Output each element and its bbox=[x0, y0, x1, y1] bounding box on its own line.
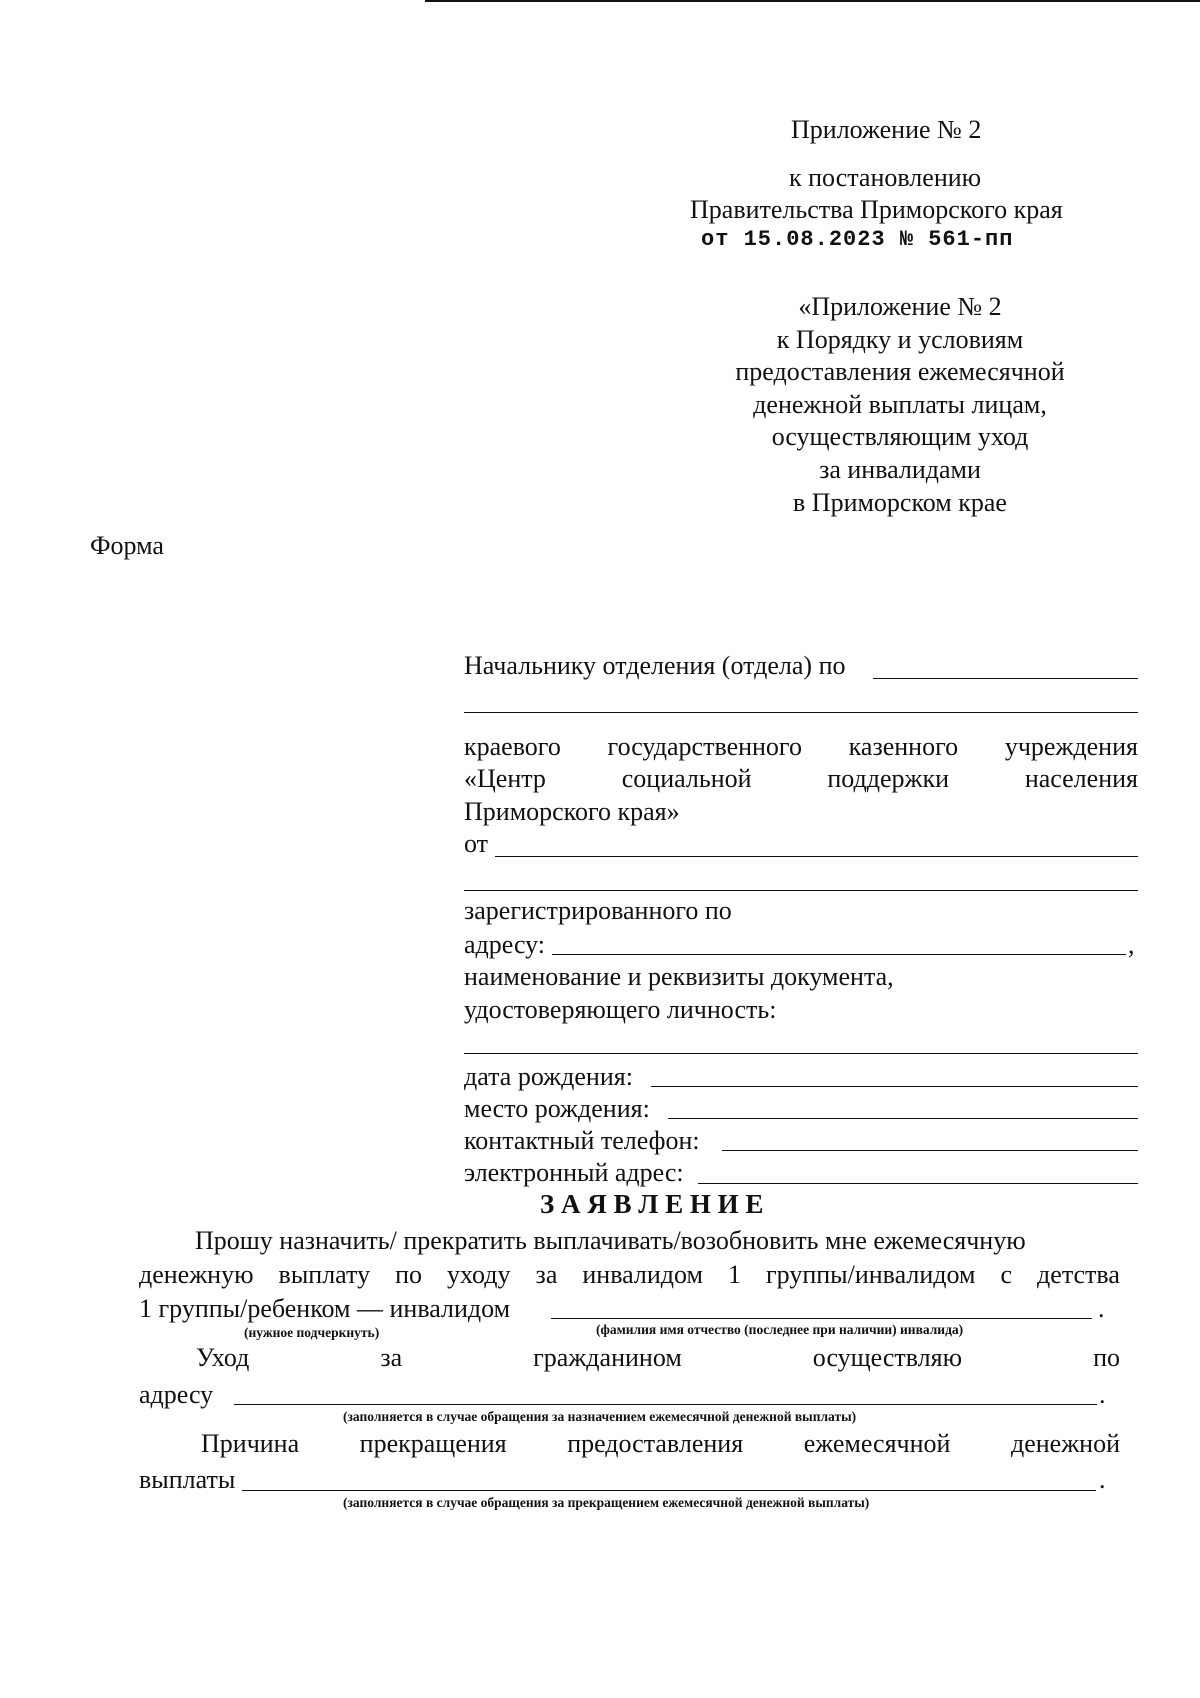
institution-line-3: Приморского края» bbox=[464, 797, 680, 826]
disabled-person-name-line[interactable] bbox=[551, 1318, 1092, 1319]
word: предоставления bbox=[567, 1429, 744, 1458]
statement-title: З А Я В Л Е Н И Е bbox=[540, 1189, 764, 1219]
order-appendix-line-5: осуществляющим уход bbox=[771, 422, 1029, 451]
word: осуществляю bbox=[812, 1343, 963, 1372]
to-chief-label: Начальнику отделения (отдела) по bbox=[464, 651, 846, 680]
institution-line-1 bbox=[464, 732, 1138, 762]
caption-fio: (фамилия имя отчество (последнее при наличии) инвалида) bbox=[596, 1322, 964, 1337]
care-address-end: . bbox=[1099, 1380, 1106, 1409]
word: инвалидом bbox=[582, 1260, 703, 1289]
email-line[interactable] bbox=[698, 1183, 1138, 1184]
address-line[interactable] bbox=[552, 954, 1126, 955]
word: по bbox=[395, 1260, 423, 1289]
reason-line[interactable] bbox=[242, 1490, 1096, 1491]
word: прекращения bbox=[359, 1429, 507, 1458]
decree-line-1: к постановлению bbox=[789, 163, 982, 192]
form-label: Форма bbox=[90, 531, 164, 560]
word: краевого bbox=[464, 732, 561, 761]
scan-edge-line bbox=[425, 0, 1200, 2]
word: денежной bbox=[1010, 1429, 1120, 1458]
id-doc-label-2: удостоверяющего личность: bbox=[464, 995, 777, 1024]
decree-number: от 15.08.2023 № 561-пп bbox=[701, 227, 1014, 252]
decree-line-2: Правительства Приморского края bbox=[690, 195, 1063, 224]
statement-para-end: . bbox=[1098, 1294, 1105, 1323]
from-label: от bbox=[464, 829, 489, 858]
word: Причина bbox=[201, 1429, 300, 1458]
caption-underline: (нужное подчеркнуть) bbox=[244, 1325, 380, 1340]
id-doc-label-1: наименование и реквизиты документа, bbox=[464, 962, 894, 991]
email-label: электронный адрес: bbox=[464, 1158, 684, 1187]
word: уходу bbox=[447, 1260, 511, 1289]
order-appendix-line-7: в Приморском крае bbox=[793, 488, 1007, 517]
address-comma: , bbox=[1128, 930, 1135, 959]
phone-label: контактный телефон: bbox=[464, 1126, 700, 1155]
caption-stop: (заполняется в случае обращения за прекращением ежемесячной денежной выплаты) bbox=[343, 1495, 870, 1510]
appendix-title: Приложение № 2 bbox=[791, 115, 982, 144]
statement-para-line-2 bbox=[139, 1260, 1120, 1290]
word: 1 bbox=[728, 1260, 741, 1289]
word: с bbox=[1000, 1260, 1013, 1289]
phone-line[interactable] bbox=[722, 1150, 1138, 1151]
registered-label: зарегистрированного по bbox=[464, 896, 732, 925]
birth-date-label: дата рождения: bbox=[464, 1062, 633, 1091]
caption-assign: (заполняется в случае обращения за назначением ежемесячной денежной выплаты) bbox=[343, 1409, 857, 1424]
word: учреждения bbox=[1004, 732, 1138, 761]
word: гражданином bbox=[533, 1343, 682, 1372]
word: выплату bbox=[278, 1260, 371, 1289]
order-appendix-line-1: «Приложение № 2 bbox=[798, 292, 1002, 321]
applicant-name-line-2[interactable] bbox=[464, 890, 1138, 891]
word: поддержки bbox=[827, 764, 950, 793]
word: за bbox=[535, 1260, 558, 1289]
birth-place-label: место рождения: bbox=[464, 1094, 650, 1123]
word: Уход bbox=[196, 1343, 250, 1372]
department-blank-line[interactable] bbox=[873, 678, 1138, 679]
word: государственного bbox=[607, 732, 802, 761]
word: «Центр bbox=[464, 764, 546, 793]
word: за bbox=[380, 1343, 403, 1372]
word: группы/инвалидом bbox=[766, 1260, 976, 1289]
reason-line-1 bbox=[201, 1429, 1120, 1459]
statement-para-line-1: Прошу назначить/ прекратить выплачивать/возобновить мне ежемесячную bbox=[195, 1226, 1026, 1255]
word: населения bbox=[1024, 764, 1138, 793]
birth-date-line[interactable] bbox=[651, 1086, 1138, 1087]
birth-place-line[interactable] bbox=[668, 1118, 1138, 1119]
word: по bbox=[1093, 1343, 1120, 1372]
order-appendix-line-2: к Порядку и условиям bbox=[776, 325, 1024, 354]
statement-para-line-3: 1 группы/ребенком — инвалидом bbox=[139, 1294, 511, 1323]
id-doc-line[interactable] bbox=[464, 1053, 1138, 1054]
word: казенного bbox=[848, 732, 959, 761]
department-blank-line-2[interactable] bbox=[464, 712, 1138, 713]
address-label: адресу: bbox=[464, 930, 546, 959]
order-appendix-line-4: денежной выплаты лицам, bbox=[753, 390, 1047, 419]
care-address-line[interactable] bbox=[234, 1404, 1097, 1405]
word: социальной bbox=[621, 764, 752, 793]
reason-label: выплаты bbox=[139, 1465, 236, 1494]
applicant-name-line[interactable] bbox=[495, 856, 1138, 857]
reason-end: . bbox=[1099, 1465, 1106, 1494]
institution-line-2 bbox=[464, 764, 1138, 794]
word: ежемесячной bbox=[803, 1429, 951, 1458]
care-address-label: адресу bbox=[139, 1380, 214, 1409]
order-appendix-line-3: предоставления ежемесячной bbox=[735, 357, 1065, 386]
word: детства bbox=[1037, 1260, 1120, 1289]
order-appendix-line-6: за инвалидами bbox=[819, 455, 981, 484]
care-line-1 bbox=[196, 1343, 1120, 1373]
word: денежную bbox=[139, 1260, 254, 1289]
